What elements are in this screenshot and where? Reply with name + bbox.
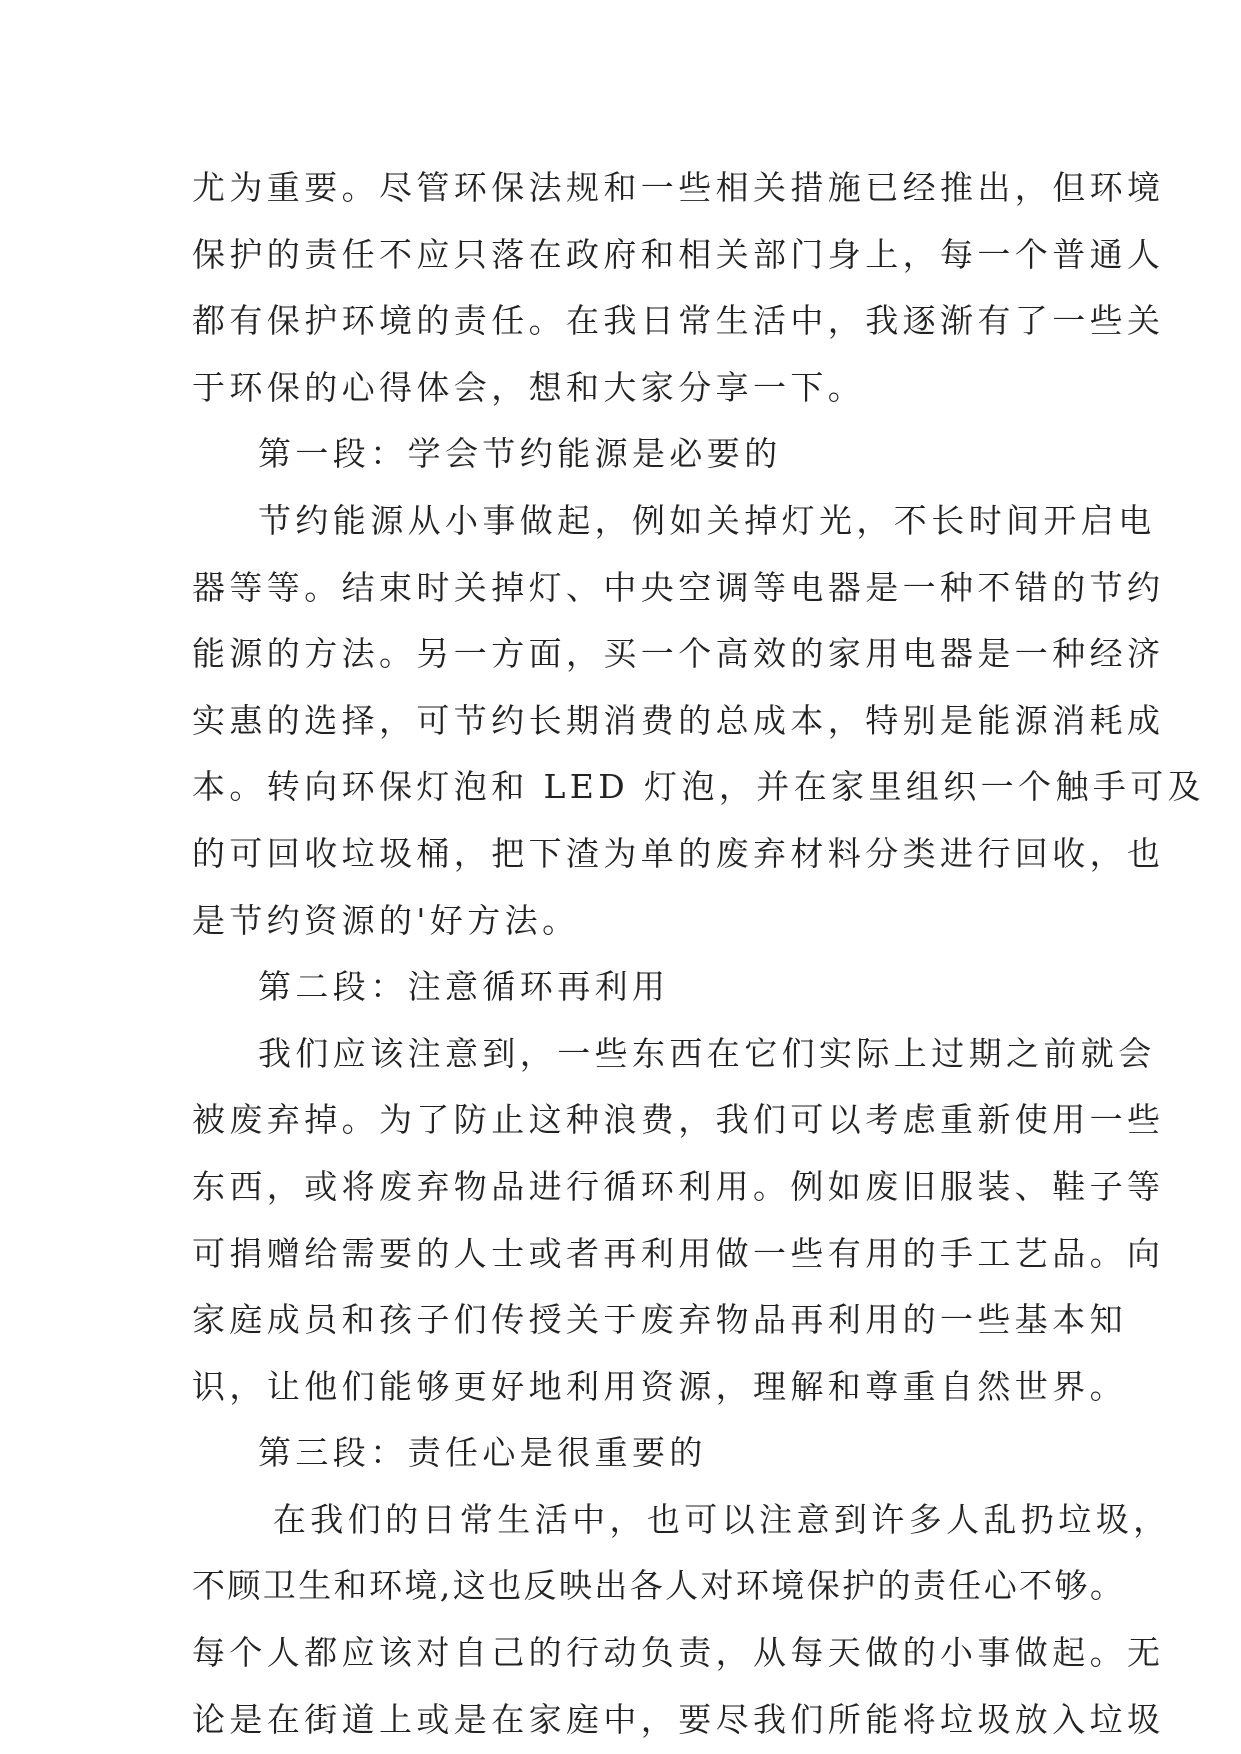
text-line: 在我们的日常生活中，也可以注意到许多人乱扔垃圾， bbox=[258, 1499, 1171, 1539]
section-heading-2: 第二段：注意循环再利用 bbox=[258, 967, 670, 1007]
text-line: 我们应该注意到，一些东西在它们实际上过期之前就会 bbox=[258, 1033, 1156, 1073]
section-heading-1: 第一段：学会节约能源是必要的 bbox=[258, 434, 782, 474]
text-line: 识，让他们能够更好地利用资源，理解和尊重自然世界。 bbox=[192, 1366, 1127, 1406]
text-line: 于环保的心得体会，想和大家分享一下。 bbox=[192, 367, 866, 407]
text-line: 是节约资源的'好方法。 bbox=[192, 900, 580, 940]
text-line: 的可回收垃圾桶，把下渣为单的废弃材料分类进行回收，也 bbox=[192, 833, 1165, 873]
text-line: 本。转向环保灯泡和 LED 灯泡，并在家里组织一个触手可及 bbox=[192, 767, 1206, 807]
text-line: 能源的方法。另一方面，买一个高效的家用电器是一种经济 bbox=[192, 634, 1165, 674]
text-line: 都有保护环境的责任。在我日常生活中，我逐渐有了一些关 bbox=[192, 301, 1165, 341]
text-line: 东西，或将废弃物品进行循环利用。例如废旧服装、鞋子等 bbox=[192, 1166, 1165, 1206]
text-line: 每个人都应该对自己的行动负责，从每天做的小事做起。无 bbox=[192, 1633, 1165, 1673]
text-line: 尤为重要。尽管环保法规和一些相关措施已经推出，但环境 bbox=[192, 168, 1165, 207]
text-line: 论是在街道上或是在家庭中，要尽我们所能将垃圾放入垃圾 bbox=[192, 1699, 1165, 1739]
text-line: 不顾卫生和环境,这也反映出各人对环境保护的责任心不够。 bbox=[192, 1566, 1126, 1606]
document-page bbox=[192, 155, 1206, 1753]
text-line: 家庭成员和孩子们传授关于废弃物品再利用的一些基本知 bbox=[192, 1300, 1127, 1340]
text-line: 实惠的选择，可节约长期消费的总成本，特别是能源消耗成 bbox=[192, 700, 1165, 740]
text-line: 被废弃掉。为了防止这种浪费，我们可以考虑重新使用一些 bbox=[192, 1100, 1165, 1140]
text-line: 器等等。结束时关掉灯、中央空调等电器是一种不错的节约 bbox=[192, 567, 1165, 607]
text-line: 保护的责任不应只落在政府和相关部门身上，每一个普通人 bbox=[192, 234, 1165, 274]
section-heading-3: 第三段：责任心是很重要的 bbox=[258, 1433, 707, 1473]
text-line: 节约能源从小事做起，例如关掉灯光，不长时间开启电 bbox=[258, 500, 1156, 540]
text-line: 可捐赠给需要的人士或者再利用做一些有用的手工艺品。向 bbox=[192, 1233, 1165, 1273]
